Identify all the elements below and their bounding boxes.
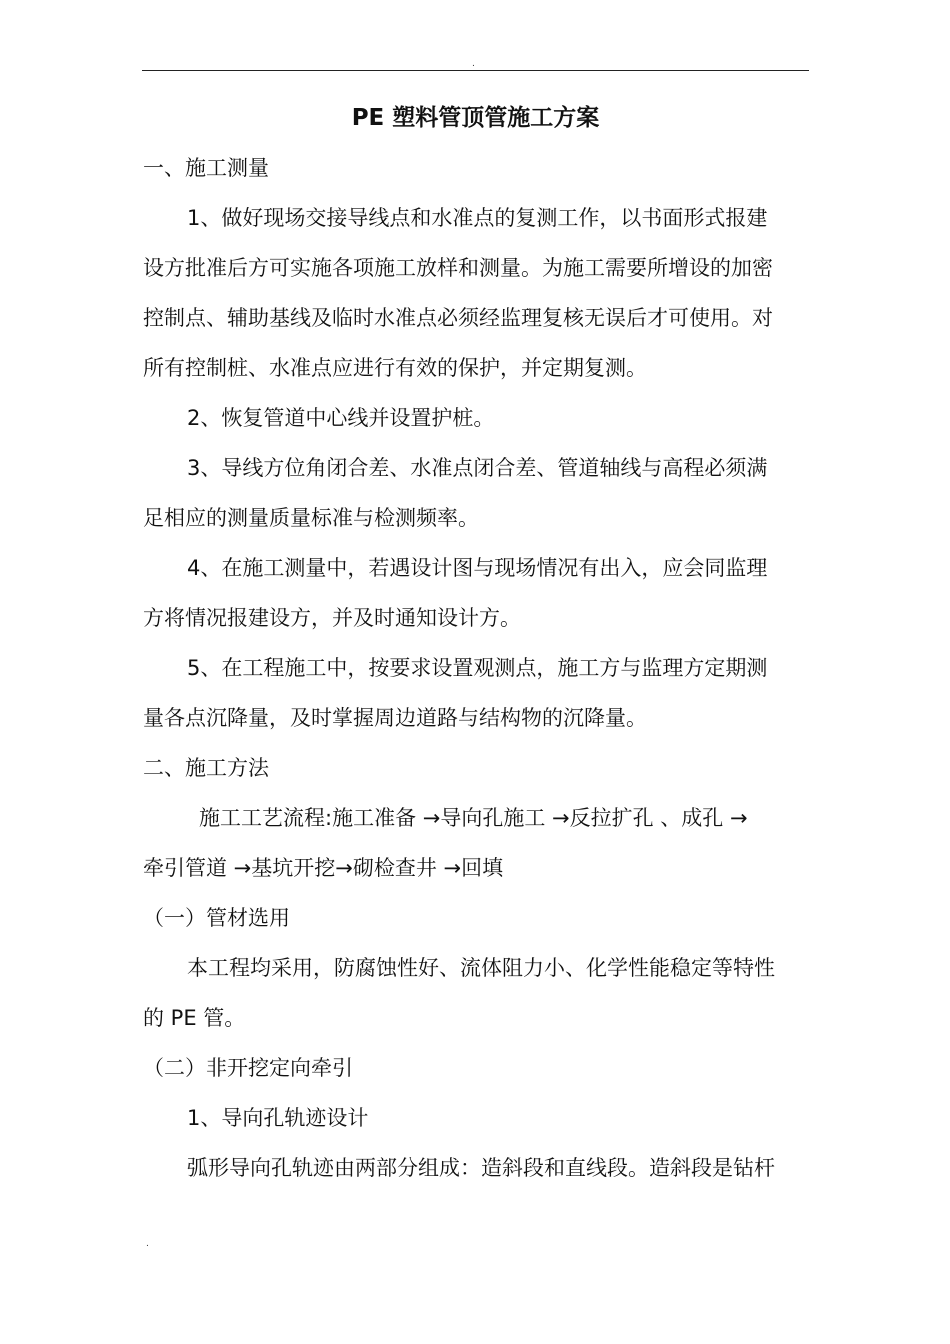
subsection-heading-traction: （二）非开挖定向牵引 xyxy=(143,1056,353,1080)
paragraph-line: 量各点沉降量，及时掌握周边道路与结构物的沉降量。 xyxy=(143,706,647,730)
paragraph-line: 控制点、辅助基线及临时水准点必须经监理复核无误后才可使用。对 xyxy=(143,306,773,330)
document-title: PE 塑料管顶管施工方案 xyxy=(351,105,600,131)
header-rule xyxy=(142,70,809,71)
paragraph-line: 5、在工程施工中，按要求设置观测点，施工方与监理方定期测 xyxy=(187,656,768,680)
paragraph-line: 的 PE 管。 xyxy=(143,1006,246,1030)
paragraph-line: 3、导线方位角闭合差、水准点闭合差、管道轴线与高程必须满 xyxy=(187,456,768,480)
item-heading: 1、导向孔轨迹设计 xyxy=(187,1106,369,1130)
paragraph-line: 本工程均采用，防腐蚀性好、流体阻力小、化学性能稳定等特性 xyxy=(187,956,775,980)
paragraph-line: 足相应的测量质量标准与检测频率。 xyxy=(143,506,479,530)
paragraph-line: 弧形导向孔轨迹由两部分组成：造斜段和直线段。造斜段是钻杆 xyxy=(187,1156,775,1180)
section-heading-method: 二、施工方法 xyxy=(143,756,269,780)
subsection-heading-pipe: （一）管材选用 xyxy=(143,906,290,930)
footer-mark: . xyxy=(146,1239,149,1249)
paragraph-line: 设方批准后方可实施各项施工放样和测量。为施工需要所增设的加密 xyxy=(143,256,773,280)
paragraph-line: 2、恢复管道中心线并设置护桩。 xyxy=(187,406,495,430)
process-flow-line: 施工工艺流程:施工准备 →导向孔施工 →反拉扩孔 、成孔 → xyxy=(199,806,748,830)
header-mark: . xyxy=(472,59,475,69)
document-body xyxy=(143,93,808,1193)
section-heading-survey: 一、施工测量 xyxy=(143,156,269,180)
process-flow-line: 牵引管道 →基坑开挖→砌检查井 →回填 xyxy=(143,856,504,880)
paragraph-line: 4、在施工测量中，若遇设计图与现场情况有出入，应会同监理 xyxy=(187,556,768,580)
paragraph-line: 1、做好现场交接导线点和水准点的复测工作，以书面形式报建 xyxy=(187,206,768,230)
paragraph-line: 所有控制桩、水准点应进行有效的保护，并定期复测。 xyxy=(143,356,647,380)
paragraph-line: 方将情况报建设方，并及时通知设计方。 xyxy=(143,606,521,630)
